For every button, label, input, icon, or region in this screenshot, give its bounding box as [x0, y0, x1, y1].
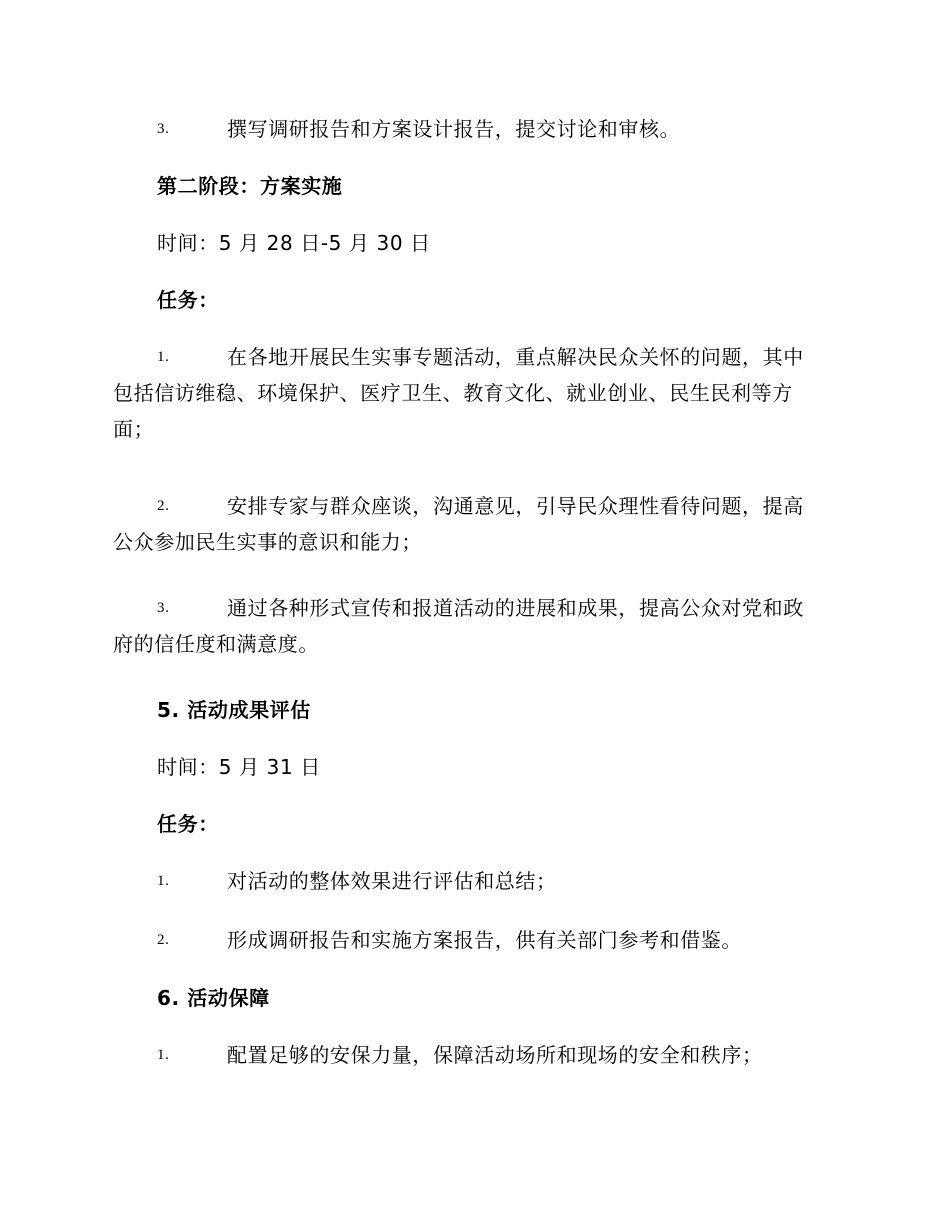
- section-heading: 第二阶段：方案实施: [157, 174, 343, 198]
- list-text-line: 在各地开展民生实事专题活动，重点解决民众关怀的问题，其中: [227, 345, 804, 369]
- time-paragraph: 时间：5 月 31 日: [157, 755, 321, 779]
- list-number: 2.: [157, 498, 170, 514]
- list-number: 3.: [157, 600, 170, 616]
- task-heading: 任务：: [157, 288, 219, 312]
- list-item: [113, 488, 837, 560]
- list-text-line: 府的信任度和满意度。: [113, 632, 319, 656]
- list-text-line: 配置足够的安保力量，保障活动场所和现场的安全和秩序；: [227, 1043, 763, 1067]
- list-item: [113, 339, 837, 447]
- list-text-line: 公众参加民生实事的意识和能力；: [113, 530, 422, 554]
- section-heading: 6. 活动保障: [157, 986, 270, 1010]
- list-text-line: 包括信访维稳、环境保护、医疗卫生、教育文化、就业创业、民生民利等方: [113, 381, 793, 405]
- list-text-line: 安排专家与群众座谈，沟通意见，引导民众理性看待问题，提高: [227, 494, 804, 518]
- list-item: [113, 1037, 837, 1073]
- list-text-line: 面；: [113, 417, 155, 441]
- list-item: [113, 922, 837, 958]
- list-item: [113, 863, 837, 899]
- task-heading: 任务：: [157, 812, 219, 836]
- list-number: 1.: [157, 1047, 170, 1063]
- time-paragraph: 时间：5 月 28 日-5 月 30 日: [157, 231, 431, 255]
- list-number: 3.: [157, 121, 170, 137]
- list-number: 1.: [157, 349, 170, 365]
- list-number: 1.: [157, 873, 170, 889]
- list-item: [113, 590, 837, 662]
- list-text-line: 形成调研报告和实施方案报告，供有关部门参考和借鉴。: [227, 928, 742, 952]
- list-item: [113, 111, 837, 147]
- list-text-line: 撰写调研报告和方案设计报告，提交讨论和审核。: [227, 117, 681, 141]
- list-text-line: 对活动的整体效果进行评估和总结；: [227, 869, 557, 893]
- section-heading: 5. 活动成果评估: [157, 698, 311, 722]
- list-text-line: 通过各种形式宣传和报道活动的进展和成果，提高公众对党和政: [227, 596, 804, 620]
- list-number: 2.: [157, 932, 170, 948]
